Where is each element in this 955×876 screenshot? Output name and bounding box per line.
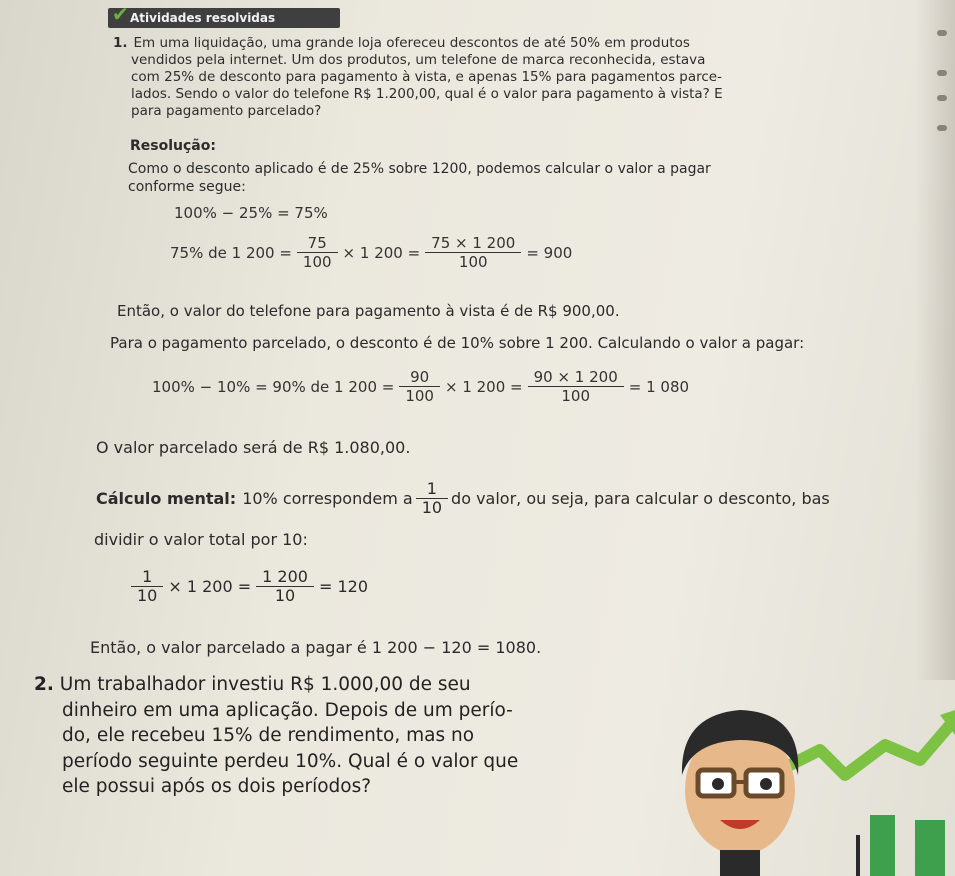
equation-2: 75% de 1 200 = $\frac{75}{100}$ × 1 200 = $\frac{75 \times 1 200}{100}$ = 900	[170, 234, 573, 271]
growth-line-icon	[780, 725, 950, 775]
equation-1: 100% − 25% = 75%	[174, 204, 328, 222]
final-result-text: Então, o valor parcelado a pagar é 1 200 − 120 = 1080.	[90, 638, 542, 657]
banner-label: Atividades resolvidas	[130, 11, 276, 25]
fraction: $\frac{90}{100}$	[402, 368, 437, 405]
question-2	[34, 672, 604, 800]
question-2-line: do, ele recebeu 15% de rendimento, mas no	[62, 725, 475, 746]
question-1-line: 1. Em uma liquidação, uma grande loja ofereceu descontos de até 50% em produtos	[113, 35, 690, 51]
resolution-title: Resolução:	[130, 138, 216, 154]
fraction: $\frac{75}{100}$	[300, 234, 335, 271]
edge-mark	[937, 125, 947, 131]
question-2-line: 2. Um trabalhador investiu R$ 1.000,00 de seu	[34, 674, 471, 695]
fraction: $\frac{75 \times 1 200}{100}$	[428, 234, 518, 271]
fraction: $\frac{1}{10}$	[419, 480, 445, 517]
installment-result-text: O valor parcelado será de R$ 1.080,00.	[96, 438, 411, 457]
edge-mark	[937, 30, 947, 36]
section-banner	[108, 2, 340, 28]
question-1-line: lados. Sendo o valor do telefone R$ 1.200,00, qual é o valor para pagamento à vista? E	[131, 86, 723, 102]
mental-calc-label: Cálculo mental:	[96, 489, 237, 508]
resolution-intro: Como o desconto aplicado é de 25% sobre 1200, podemos calcular o valor a pagar conforme segue:	[128, 161, 711, 195]
chart-bar-icon	[915, 820, 945, 876]
chart-bar-icon	[870, 815, 895, 876]
cash-payment-text: Então, o valor do telefone para pagamento à vista é de R$ 900,00.	[117, 302, 620, 320]
page-edge-shadow	[915, 0, 955, 680]
check-icon: ✔	[112, 2, 129, 26]
mental-calc-line-2: dividir o valor total por 10:	[94, 530, 308, 549]
question-number: 2.	[34, 674, 54, 695]
fraction: $\frac{1}{10}$	[134, 568, 160, 605]
edge-mark	[937, 95, 947, 101]
question-2-line: dinheiro em uma aplicação. Depois de um perío-	[62, 699, 513, 721]
question-1-line: com 25% de desconto para pagamento à vista, e apenas 15% para pagamentos parce-	[131, 69, 722, 85]
question-number: 1.	[113, 35, 128, 51]
eye-icon	[760, 778, 772, 790]
question-1-line: vendidos pela internet. Um dos produtos, um telefone de marca reconhecida, estava	[131, 52, 706, 68]
equation-4: $\frac{1}{10}$ × 1 200 = $\frac{1 200}{10}$ = 120	[134, 568, 368, 605]
eye-icon	[712, 778, 724, 790]
edge-mark	[937, 70, 947, 76]
question-1-line: para pagamento parcelado?	[131, 103, 322, 119]
fraction: $\frac{1 200}{10}$	[259, 568, 311, 605]
pointer-stick-icon	[856, 835, 860, 876]
body-icon	[720, 850, 760, 876]
fraction: $\frac{90 \times 1 200}{100}$	[531, 368, 621, 405]
mental-calc-line: Cálculo mental: 10% correspondem a $\frac{1}{10}$ do valor, ou seja, para calcular o desconto, bas	[96, 479, 830, 517]
question-2-line: ele possui após os dois períodos?	[62, 776, 372, 797]
question-2-line: período seguinte perdeu 10%. Qual é o valor que	[62, 750, 519, 772]
question-1	[113, 35, 913, 120]
equation-3: 100% − 10% = 90% de 1 200 = $\frac{90}{100}$ × 1 200 = $\frac{90 \times 1 200}{100}$ = 1 080	[152, 368, 690, 405]
installment-intro-text: Para o pagamento parcelado, o desconto é de 10% sobre 1 200. Calculando o valor a pagar:	[110, 334, 805, 352]
man-with-glasses-and-growth-chart-icon	[620, 680, 955, 876]
